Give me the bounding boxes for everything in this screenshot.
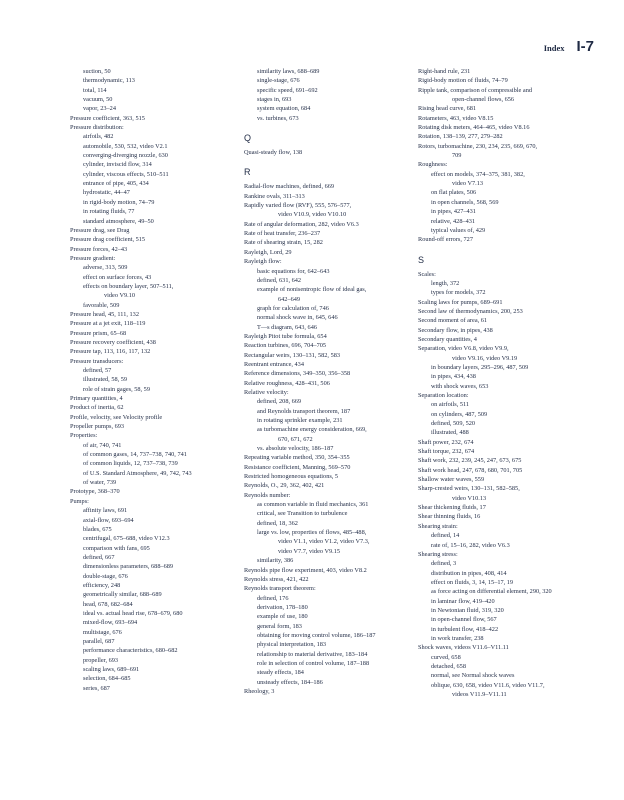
index-entry: series, 687 — [83, 684, 110, 692]
index-entry: Rate of shearing strain, 15, 282 — [244, 239, 323, 247]
index-entry: Scaling laws for pumps, 689–691 — [418, 298, 503, 306]
index-entry: Rotating disk meters, 464–465, video V8.16 — [418, 124, 530, 132]
index-entry: in pipes, 434, 438 — [431, 373, 476, 381]
index-entry: Rayleigh, Lord, 29 — [244, 248, 292, 256]
index-entry: Reynolds transport theorem: — [244, 585, 316, 593]
index-entry: in turbulent flow, 418–422 — [431, 625, 499, 633]
index-entry: 709 — [452, 152, 462, 160]
index-entry: defined, 509, 520 — [431, 420, 476, 428]
index-entry: as turbomachine energy consideration, 669, — [257, 426, 367, 434]
index-entry: illustrated, 488 — [431, 429, 469, 437]
index-entry: in boundary layers, 295–296, 487, 509 — [431, 363, 529, 371]
index-entry: video V10.13 — [452, 494, 487, 502]
index-entry: Rotors, turbomachine, 230, 234, 235, 669, 670, — [418, 142, 538, 150]
index-entry: illustrated, 58, 59 — [83, 376, 128, 384]
index-entry: in pipes, 427–431 — [431, 208, 476, 216]
index-entry: physical interpretation, 183 — [257, 641, 327, 649]
index-entry: effect on models, 374–375, 381, 382, — [431, 170, 525, 178]
index-entry: Radial-flow machines, defined, 669 — [244, 183, 335, 191]
index-entry: selection, 684–685 — [83, 675, 131, 683]
index-entry: typical values of, 429 — [431, 226, 486, 234]
index-entry: airfoils, 482 — [83, 133, 114, 141]
index-entry: ideal vs. actual head rise, 678–679, 680 — [83, 609, 183, 617]
index-entry: centrifugal, 675–688, video V12.3 — [83, 535, 170, 543]
index-entry: Pressure coefficient, 363, 515 — [70, 114, 145, 122]
index-entry: mixed-flow, 693–694 — [83, 619, 138, 627]
index-entry: length, 372 — [431, 279, 460, 287]
index-entry: vapor, 23–24 — [83, 105, 116, 113]
index-entry: vacuum, 50 — [83, 96, 113, 104]
index-entry: videos V11.9–V11.11 — [452, 691, 507, 698]
index-entry: efficiency, 248 — [83, 581, 121, 589]
index-entry: Shearing strain: — [418, 522, 458, 530]
index-entry: cylinder, viscous effects, 510–511 — [83, 170, 169, 178]
index-entry: rate of, 15–16, 282, video V6.3 — [431, 541, 510, 549]
index-entry: role in selection of control volume, 187–188 — [257, 659, 370, 667]
index-entry: Rayleigh Pitot tube formula, 654 — [244, 332, 327, 340]
index-list-col3s — [418, 270, 596, 700]
index-entry: Roughness: — [418, 161, 448, 169]
index-entry: obtaining for moving control volume, 186–187 — [257, 631, 376, 639]
running-head-label: Index — [543, 43, 565, 53]
index-entry: double-stage, 676 — [83, 572, 128, 580]
index-entry: Shock waves, videos V11.6–V11.11 — [418, 644, 509, 652]
index-entry: example of use, 180 — [257, 613, 308, 621]
index-entry: Pressure drag, see Drag — [70, 226, 130, 234]
index-entry: Secondary flow, in pipes, 438 — [418, 326, 493, 334]
index-entry: Prototype, 368–370 — [70, 488, 120, 496]
index-entry: defined, 3 — [431, 560, 457, 568]
index-entry: Pressure prism, 65–68 — [70, 329, 127, 337]
section-letter-r: R — [244, 167, 251, 178]
index-entry: Shaft work, 232, 239, 245, 247, 673, 675 — [418, 457, 522, 465]
index-entry: Rate of angular deformation, 282, video V6.3 — [244, 220, 359, 228]
index-entry: system equation, 684 — [257, 105, 311, 113]
index-entry: as common variable in fluid mechanics, 361 — [257, 501, 369, 509]
index-entry: Rayleigh flow: — [244, 258, 282, 266]
index-entry: Separation, video V6.8, video V9.9, — [418, 345, 509, 353]
index-entry: Restricted homogeneous equations, 5 — [244, 473, 339, 481]
index-entry: Shallow water waves, 559 — [418, 476, 485, 484]
index-entry: Pressure distribution: — [70, 124, 124, 132]
index-entry: video V1.1, video V1.2, video V7.3, — [278, 538, 370, 546]
index-entry: axial-flow, 693–694 — [83, 516, 134, 524]
index-entry: types for models, 372 — [431, 289, 486, 297]
index-entry: automobile, 530, 532, video V2.1 — [83, 142, 168, 150]
index-entry: Primary quantities, 4 — [70, 395, 123, 403]
index-entry: Rising head curve, 681 — [418, 105, 477, 113]
index-entry: detached, 658 — [431, 662, 466, 670]
index-entry: large vs. low, properties of flows, 485–488, — [257, 529, 367, 537]
index-entry: Pressure head, 45, 111, 132 — [70, 310, 139, 318]
index-entry: open-channel flows, 656 — [452, 96, 515, 104]
index-entry: geometrically similar, 688–689 — [83, 591, 162, 599]
index-entry: comparison with fans, 695 — [83, 544, 150, 552]
index-entry: Pumps: — [70, 497, 89, 505]
index-list-col2q — [244, 148, 404, 157]
index-entry: Second law of thermodynamics, 200, 253 — [418, 307, 523, 315]
index-entry: performance characteristics, 680–682 — [83, 647, 178, 655]
index-entry: relationship to material derivative, 183–184 — [257, 650, 368, 658]
index-entry: Resistance coefficient, Manning, 569–570 — [244, 463, 351, 471]
index-entry: Sharp-crested weirs, 130–131, 582–585, — [418, 485, 520, 493]
index-entry: Rapidly varied flow (RVF), 555, 576–577, — [244, 202, 352, 210]
index-entry: Pressure tap, 113, 116, 117, 132 — [70, 348, 151, 356]
index-entry: 642–649 — [278, 295, 301, 303]
index-entry: Rotameters, 463, video V8.15 — [418, 114, 494, 122]
index-entry: defined, 208, 669 — [257, 398, 302, 406]
index-entry: of U.S. Standard Atmosphere, 49, 742, 743 — [83, 469, 192, 477]
index-entry: oblique, 630, 658, video V11.6, video V11.7, — [431, 681, 545, 689]
index-entry: steady effects, 184 — [257, 669, 304, 677]
index-list-col3a — [418, 67, 596, 245]
index-entry: vs. absolute velocity, 186–187 — [257, 445, 334, 453]
index-entry: vs. turbines, 673 — [257, 114, 299, 122]
index-entry: video V9.10 — [104, 292, 136, 300]
index-entry: Rotation, 138–139, 277, 279–282 — [418, 133, 503, 141]
index-entry: Shearing stress: — [418, 550, 458, 558]
index-entry: of water, 739 — [83, 479, 117, 487]
index-entry: defined, 667 — [83, 553, 115, 561]
index-entry: role of strain gages, 58, 59 — [83, 385, 150, 393]
index-entry: in Newtonian fluid, 319, 320 — [431, 606, 504, 614]
index-entry: Pressure drag coefficient, 515 — [70, 236, 146, 244]
index-entry: normal, see Normal shock waves — [431, 672, 515, 680]
index-entry: adverse, 313, 509 — [83, 264, 128, 272]
index-entry: blades, 675 — [83, 525, 112, 533]
index-entry: in laminar flow, 419–420 — [431, 597, 495, 605]
index-entry: and Reynolds transport theorem, 187 — [257, 407, 351, 415]
index-entry: in rotating fluids, 77 — [83, 208, 135, 216]
index-entry: Secondary quantities, 4 — [418, 335, 477, 343]
index-entry: total, 114 — [83, 86, 107, 94]
index-entry: defined, 14 — [431, 532, 460, 540]
index-entry: affinity laws, 691 — [83, 507, 128, 515]
index-entry: parallel, 687 — [83, 637, 115, 645]
index-entry: example of nonisentropic flow of ideal gas, — [257, 286, 367, 294]
index-entry: dimensionless parameters, 688–689 — [83, 563, 174, 571]
index-entry: Pressure at a jet exit, 118–119 — [70, 320, 146, 328]
index-entry: Reference dimensions, 349–350, 356–358 — [244, 370, 351, 378]
index-entry: of common gases, 14, 737–738, 740, 741 — [83, 451, 187, 459]
index-entry: Shear thinning fluids, 16 — [418, 513, 481, 521]
index-entry: Product of inertia, 62 — [70, 404, 124, 412]
index-entry: Relative roughness, 428–431, 506 — [244, 379, 330, 387]
index-entry: on airfoils, 511 — [431, 401, 470, 409]
index-entry: specific speed, 691–692 — [257, 86, 318, 94]
index-entry: in rigid-body motion, 74–79 — [83, 198, 155, 206]
index-column-2 — [244, 67, 404, 696]
index-entry: Reaction turbines, 696, 704–705 — [244, 342, 327, 350]
index-entry: converging-diverging nozzle, 630 — [83, 152, 168, 160]
index-entry: Second moment of area, 61 — [418, 317, 488, 325]
index-entry: cylinder, inviscid flow, 314 — [83, 161, 152, 169]
index-entry: Pressure recovery coefficient, 438 — [70, 338, 156, 346]
index-entry: head, 678, 682–684 — [83, 600, 133, 608]
index-entry: video V7.7, video V9.15 — [278, 547, 341, 555]
index-entry: video V10.9, video V10.10 — [278, 211, 347, 219]
index-entry: Pressure gradient: — [70, 254, 116, 262]
index-entry: Repeating variable method, 350, 354–355 — [244, 454, 350, 462]
index-entry: distribution in pipes, 408, 414 — [431, 569, 507, 577]
index-entry: Rectangular weirs, 130–131, 582, 583 — [244, 351, 341, 359]
index-entry: Reentrant entrance, 434 — [244, 360, 304, 368]
index-entry: Pressure forces, 42–43 — [70, 245, 128, 253]
index-entry: relative, 428–431 — [431, 217, 476, 225]
index-entry: Scales: — [418, 270, 436, 278]
index-entry: Rate of heat transfer, 236–237 — [244, 230, 321, 238]
index-entry: Shear thickening fluids, 17 — [418, 504, 486, 512]
page-header — [544, 38, 594, 55]
index-entry: critical, see Transition to turbulence — [257, 510, 348, 518]
index-entry: in open-channel flow, 567 — [431, 616, 497, 624]
index-entry: as force acting on differential element, 290, 320 — [431, 588, 552, 596]
index-entry: single-stage, 676 — [257, 77, 300, 85]
index-entry: defined, 176 — [257, 594, 289, 602]
index-entry: Relative velocity: — [244, 388, 289, 396]
index-entry: Pressure transducers: — [70, 357, 124, 365]
index-entry: curved, 658 — [431, 653, 461, 661]
index-entry: Shaft power, 232, 674 — [418, 438, 474, 446]
index-entry: similarity, 386 — [257, 557, 294, 565]
index-entry: Separation location: — [418, 392, 469, 399]
index-entry: Shaft torque, 232, 674 — [418, 448, 475, 456]
index-entry: video V7.13 — [452, 180, 484, 188]
index-entry: similarity laws, 688–689 — [257, 68, 320, 75]
index-entry: Shaft work head, 247, 678, 680, 701, 705 — [418, 466, 523, 474]
index-entry: in rotating sprinkler example, 231 — [257, 417, 343, 424]
index-entry: Round-off errors, 727 — [418, 236, 473, 244]
index-entry: hydrostatic, 44–47 — [83, 189, 130, 197]
index-entry: scaling laws, 689–691 — [83, 666, 140, 673]
index-entry: Quasi-steady flow, 138 — [244, 149, 303, 157]
index-entry: of air, 740, 741 — [83, 441, 122, 449]
index-entry: defined, 18, 362 — [257, 519, 298, 527]
index-entry: defined, 631, 642 — [257, 276, 302, 284]
index-column-3 — [418, 67, 596, 699]
page-number: I-7 — [576, 38, 594, 55]
index-entry: Reynolds pipe flow experiment, 403, video V8.2 — [244, 566, 367, 574]
index-entry: favorable, 509 — [83, 301, 120, 309]
index-entry: suction, 50 — [83, 68, 111, 75]
index-entry: basic equations for, 642–643 — [257, 267, 330, 275]
index-entry: Reynolds number: — [244, 491, 291, 499]
index-entry: on cylinders, 487, 509 — [431, 410, 488, 418]
index-entry: Right-hand rule, 231 — [418, 68, 471, 75]
index-entry: defined, 57 — [83, 367, 112, 374]
index-entry: propeller, 693 — [83, 656, 119, 664]
index-entry: in work transfer, 238 — [431, 634, 484, 642]
index-entry: in open channels, 568, 569 — [431, 198, 499, 206]
index-entry: with shock waves, 653 — [431, 382, 489, 390]
index-entry: graph for calculation of, 746 — [257, 304, 329, 312]
index-entry: video V9.16, video V9.19 — [452, 354, 518, 362]
index-entry: Reynolds stress, 421, 422 — [244, 575, 309, 583]
index-entry: Propeller pumps, 693 — [70, 423, 125, 431]
index-entry: stages in, 693 — [257, 96, 292, 104]
index-entry: effect on fluids, 3, 14, 15–17, 19 — [431, 578, 514, 586]
index-list-col2a — [244, 67, 404, 123]
index-entry: effect on surface forces, 43 — [83, 273, 152, 281]
index-entry: Reynolds, O., 29, 362, 402, 421 — [244, 482, 325, 490]
index-entry: effects on boundary layer, 507–511, — [83, 282, 174, 290]
section-letter-q: Q — [244, 133, 252, 144]
index-entry: Profile, velocity, see Velocity profile — [70, 413, 163, 421]
index-entry: multistage, 676 — [83, 628, 122, 636]
index-entry: 670, 671, 672 — [278, 435, 313, 443]
index-entry: of common liquids, 12, 737–738, 739 — [83, 460, 178, 468]
index-entry: Ripple tank, comparison of compressible and — [418, 86, 533, 94]
index-column-1 — [70, 67, 230, 693]
index-entry: derivation, 178–180 — [257, 603, 308, 611]
index-entry: thermodynamic, 113 — [83, 77, 135, 85]
index-entry: Rheology, 3 — [244, 687, 275, 695]
section-letter-s: S — [418, 254, 425, 265]
index-entry: T—s diagram, 643, 646 — [257, 323, 317, 331]
index-entry: standard atmosphere, 49–50 — [83, 217, 154, 225]
index-entry: entrance of pipe, 405, 434 — [83, 180, 149, 188]
index-entry: on flat plates, 506 — [431, 189, 477, 197]
index-entry: Rankine ovals, 311–313 — [244, 192, 305, 200]
index-list-col1 — [70, 67, 230, 693]
index-list-col2r — [244, 182, 404, 696]
index-entry: Rigid-body motion of fluids, 74–79 — [418, 77, 508, 85]
index-entry: general form, 183 — [257, 622, 302, 630]
index-entry: normal shock wave in, 645, 646 — [257, 314, 338, 322]
index-entry: Properties: — [70, 432, 98, 440]
index-entry: unsteady effects, 184–186 — [257, 678, 323, 686]
